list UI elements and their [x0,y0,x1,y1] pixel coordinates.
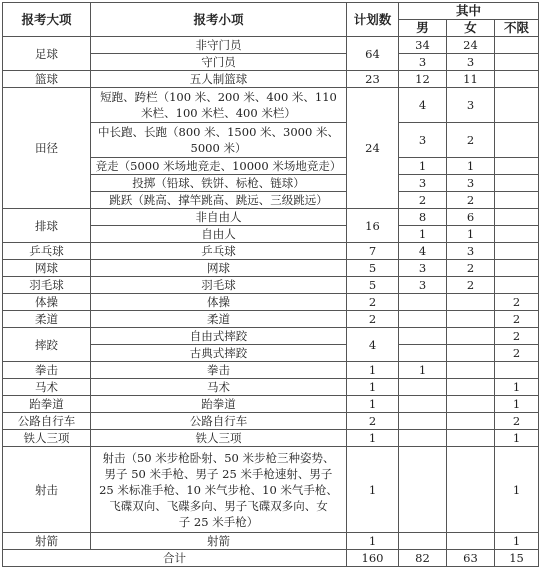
quota-cell: 1 [347,447,399,533]
total-quota: 160 [347,550,399,567]
total-male: 82 [399,550,447,567]
female-cell: 3 [447,88,495,123]
subitem-cell [91,123,347,158]
male-cell [399,413,447,430]
subitem-cell: 跳跃（跳高、撑竿跳高、跳远、三级跳远） [91,192,347,209]
table-row [3,277,539,294]
male-cell: 34 [399,37,447,54]
female-cell: 2 [447,192,495,209]
quota-cell: 2 [347,413,399,430]
subitem-cell: 柔道 [91,311,347,328]
female-cell [447,447,495,533]
male-cell [399,396,447,413]
total-unlimited: 15 [495,550,539,567]
female-cell: 2 [447,260,495,277]
unlimited-cell [495,277,539,294]
subitem-cell [91,88,347,123]
category-cell: 柔道 [3,311,91,328]
female-cell: 6 [447,209,495,226]
unlimited-cell: 2 [495,311,539,328]
subitem-line: 短跑、跨栏（100 米、200 米、400 米、110 [100,90,337,104]
category-cell: 射击 [3,447,91,533]
header-subitem: 报考小项 [91,3,347,37]
table-row [3,379,539,396]
male-cell [399,430,447,447]
quota-cell: 1 [347,430,399,447]
female-cell: 3 [447,243,495,260]
category-cell: 体操 [3,294,91,311]
category-cell: 田径 [3,88,91,209]
unlimited-cell: 1 [495,533,539,550]
unlimited-cell: 1 [495,379,539,396]
male-cell: 3 [399,277,447,294]
category-cell: 铁人三项 [3,430,91,447]
subitem-cell: 公路自行车 [91,413,347,430]
unlimited-cell [495,88,539,123]
table-row [3,71,539,88]
subitem-cell: 自由式摔跤 [91,328,347,345]
unlimited-cell: 2 [495,294,539,311]
male-cell: 12 [399,71,447,88]
subitem-cell: 体操 [91,294,347,311]
subitem-line: 子 25 米手枪） [178,514,259,529]
subitem-cell: 羽毛球 [91,277,347,294]
subitem-line: 男子 50 米手枪、男子 25 米手枪速射、男子 [104,466,333,481]
subitem-line: 飞碟双向、飞碟多向、男子飞碟双多向、女 [109,498,328,513]
female-cell: 1 [447,226,495,243]
female-cell [447,294,495,311]
unlimited-cell: 1 [495,396,539,413]
female-cell: 2 [447,123,495,158]
male-cell: 3 [399,175,447,192]
table-row [3,430,539,447]
subitem-cell: 非自由人 [91,209,347,226]
subitem-cell: 拳击 [91,362,347,379]
table-row [3,533,539,550]
unlimited-cell [495,71,539,88]
female-cell [447,345,495,362]
category-cell: 篮球 [3,71,91,88]
male-cell: 4 [399,88,447,123]
unlimited-cell [495,54,539,71]
table-row [3,294,539,311]
subitem-cell [91,447,347,533]
subitem-cell: 投掷（铅球、铁饼、标枪、链球） [91,175,347,192]
subitem-cell: 铁人三项 [91,430,347,447]
unlimited-cell [495,362,539,379]
subitem-cell: 自由人 [91,226,347,243]
subitem-line: 米栏、100 米栏、400 米栏） [141,106,296,120]
quota-cell: 23 [347,71,399,88]
quota-cell: 16 [347,209,399,243]
subitem-cell: 网球 [91,260,347,277]
female-cell [447,379,495,396]
subitem-cell: 竞走（5000 米场地竞走、10000 米场地竞走） [91,158,347,175]
table-row [3,209,539,226]
quota-cell: 1 [347,362,399,379]
category-cell: 跆拳道 [3,396,91,413]
male-cell [399,311,447,328]
table-row [3,447,539,533]
male-cell: 3 [399,260,447,277]
header-quota: 计划数 [347,3,399,37]
header-category: 报考大项 [3,3,91,37]
table-row [3,328,539,345]
category-cell: 足球 [3,37,91,71]
unlimited-cell [495,243,539,260]
unlimited-cell [495,175,539,192]
enrollment-plan-table [2,2,539,567]
table-row [3,396,539,413]
female-cell: 24 [447,37,495,54]
unlimited-cell [495,158,539,175]
quota-cell: 2 [347,294,399,311]
subitem-cell: 五人制篮球 [91,71,347,88]
unlimited-cell: 2 [495,328,539,345]
subitem-cell: 守门员 [91,54,347,71]
unlimited-cell: 1 [495,447,539,533]
unlimited-cell: 2 [495,345,539,362]
male-cell [399,294,447,311]
quota-cell: 1 [347,379,399,396]
male-cell: 1 [399,226,447,243]
total-label: 合计 [3,550,347,567]
category-cell: 乒乓球 [3,243,91,260]
unlimited-cell: 1 [495,430,539,447]
table-row [3,88,539,123]
subitem-line: 射击（50 米步枪卧射、50 米步枪三种姿势、 [102,450,335,465]
category-cell: 马术 [3,379,91,396]
quota-cell: 4 [347,328,399,362]
header-male: 男 [399,20,447,37]
female-cell [447,328,495,345]
male-cell: 8 [399,209,447,226]
male-cell: 4 [399,243,447,260]
unlimited-cell [495,192,539,209]
subitem-line: 25 米标准手枪、10 米气步枪、10 米气手枪、 [99,482,338,497]
female-cell: 3 [447,54,495,71]
quota-cell: 5 [347,277,399,294]
male-cell [399,345,447,362]
female-cell: 11 [447,71,495,88]
female-cell [447,533,495,550]
category-cell: 拳击 [3,362,91,379]
table-row [3,311,539,328]
female-cell: 2 [447,277,495,294]
category-cell: 排球 [3,209,91,243]
male-cell [399,328,447,345]
total-female: 63 [447,550,495,567]
quota-cell: 24 [347,88,399,209]
quota-cell: 64 [347,37,399,71]
female-cell: 1 [447,158,495,175]
category-cell: 公路自行车 [3,413,91,430]
header-of-which: 其中 [399,3,539,20]
subitem-cell: 跆拳道 [91,396,347,413]
unlimited-cell [495,123,539,158]
female-cell [447,362,495,379]
male-cell: 3 [399,123,447,158]
subitem-cell: 乒乓球 [91,243,347,260]
subitem-cell: 非守门员 [91,37,347,54]
category-cell: 摔跤 [3,328,91,362]
male-cell: 2 [399,192,447,209]
male-cell: 1 [399,362,447,379]
category-cell: 射箭 [3,533,91,550]
category-cell: 羽毛球 [3,277,91,294]
unlimited-cell [495,226,539,243]
female-cell [447,413,495,430]
quota-cell: 1 [347,396,399,413]
male-cell [399,379,447,396]
unlimited-cell [495,209,539,226]
header-female: 女 [447,20,495,37]
quota-cell: 1 [347,533,399,550]
table-row [3,260,539,277]
unlimited-cell [495,37,539,54]
male-cell: 1 [399,158,447,175]
header-unlimited: 不限 [495,20,539,37]
table-row [3,243,539,260]
quota-cell: 7 [347,243,399,260]
table-row [3,413,539,430]
table-row [3,362,539,379]
unlimited-cell [495,260,539,277]
subitem-cell: 古典式摔跤 [91,345,347,362]
table-row [3,37,539,54]
quota-cell: 5 [347,260,399,277]
total-row [3,550,539,567]
female-cell: 3 [447,175,495,192]
female-cell [447,311,495,328]
subitem-cell: 射箭 [91,533,347,550]
male-cell [399,533,447,550]
unlimited-cell: 2 [495,413,539,430]
category-cell: 网球 [3,260,91,277]
quota-cell: 2 [347,311,399,328]
male-cell [399,447,447,533]
subitem-line: 5000 米） [190,141,247,155]
male-cell: 3 [399,54,447,71]
subitem-line: 中长跑、长跑（800 米、1500 米、3000 米、 [98,125,339,139]
subitem-cell: 马术 [91,379,347,396]
female-cell [447,430,495,447]
female-cell [447,396,495,413]
